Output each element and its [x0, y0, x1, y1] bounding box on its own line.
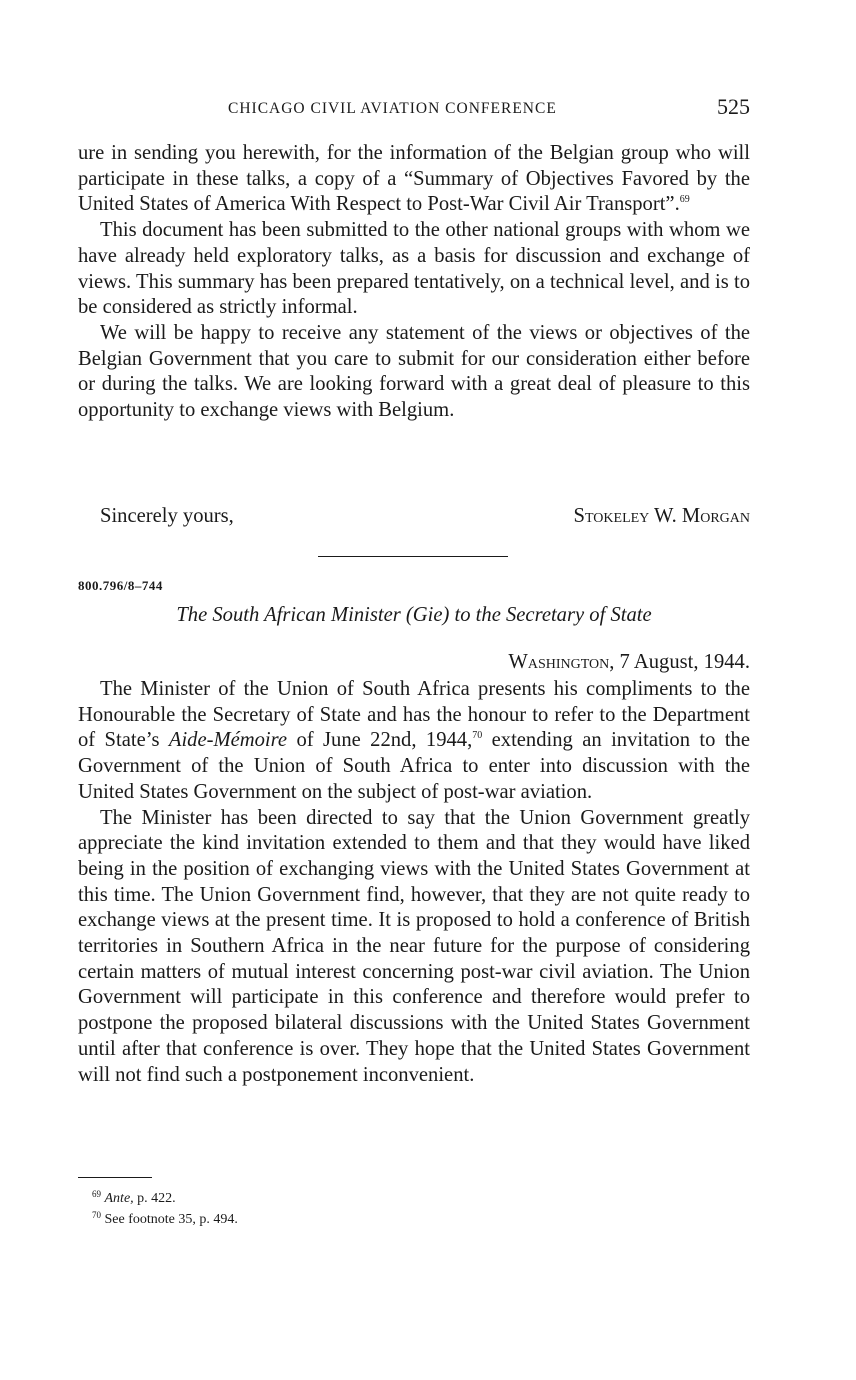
- paragraph-text: The Minister of the Union of South Africa presents his compliments to the Honourable the Secretary of State and has the honour to refer to the Department of State’s: [78, 678, 750, 752]
- letter-paragraph: This document has been submitted to the other national groups with whom we have already held exploratory talks, as a basis for discussion and exchange of views. This summary has been prepared tentatively, on a technical level, and is to be considered as strictly informal.: [78, 219, 750, 319]
- letter-paragraph: [78, 141, 750, 218]
- footnote-italic: Ante,: [104, 1191, 134, 1206]
- paragraph-text: of June 22nd, 1944,: [287, 729, 473, 752]
- dateline-date: 7 August, 1944.: [619, 651, 750, 673]
- document-heading: The South African Minister (Gie) to the Secretary of State: [176, 604, 652, 626]
- complimentary-close: Sincerely yours,: [100, 505, 234, 527]
- paragraph-text: ure in sending you herewith, for the information of the Belgian group who will participate in these talks, a copy of a “Summary of Objectives Favored by the United States of America With Respect to Post-War Civil Air Transport”.: [78, 142, 750, 216]
- letter-paragraph: We will be happy to receive any statement of the views or objectives of the Belgian Government that you care to submit for our consideration either before or during the talks. We are looking forward with a great deal of pleasure to this opportunity to exchange views with Belgium.: [78, 321, 750, 422]
- footnote: [92, 1186, 238, 1207]
- dateline-place: Washington,: [508, 651, 615, 673]
- note-paragraph: [78, 677, 750, 806]
- letter-body: [78, 141, 750, 424]
- letter-closing: [78, 505, 750, 533]
- dateline: [508, 651, 750, 674]
- section-divider: [318, 556, 508, 557]
- footnote-mark: 69: [92, 1189, 101, 1199]
- page-number: 525: [717, 94, 750, 119]
- running-title: CHICAGO CIVIL AVIATION CONFERENCE: [228, 100, 557, 117]
- file-reference: 800.796/8–744: [78, 578, 163, 593]
- footnote-ref[interactable]: 70: [472, 730, 483, 742]
- footnote-text: p. 422.: [133, 1191, 176, 1206]
- signature: Stokeley W. Morgan: [573, 505, 750, 527]
- footnotes: [92, 1186, 238, 1228]
- paragraph-text: extending an invitation to the Government of the Union of South Africa to enter into discussion with the United States Government on the subject of post-war aviation.: [78, 729, 750, 803]
- footnote-ref[interactable]: 69: [679, 194, 690, 206]
- note-body: [78, 677, 750, 1088]
- aide-memoire-term: Aide-Mémoire: [168, 729, 288, 752]
- footnote-rule: [78, 1177, 152, 1178]
- running-head: [78, 96, 750, 126]
- footnote-text: See footnote 35, p. 494.: [101, 1212, 238, 1227]
- footnote: [92, 1207, 238, 1228]
- note-paragraph: The Minister has been directed to say that the Union Government greatly appreciate the kind invitation extended to them and that they would have liked being in the position of exchanging views with the United States Government at this time. The Union Government find, however, that they are not quite ready to exchange views at the present time. It is proposed to hold a conference of British territories in Southern Africa in the near future for the purpose of considering certain matters of mutual interest concerning post-war civil aviation. The Union Government will participate in this conference and therefore would prefer to postpone the proposed bilateral discussions with the United States Government until after that conference is over. They hope that the United States Government will not find such a postponement inconvenient.: [78, 806, 750, 1086]
- footnote-mark: 70: [92, 1210, 101, 1220]
